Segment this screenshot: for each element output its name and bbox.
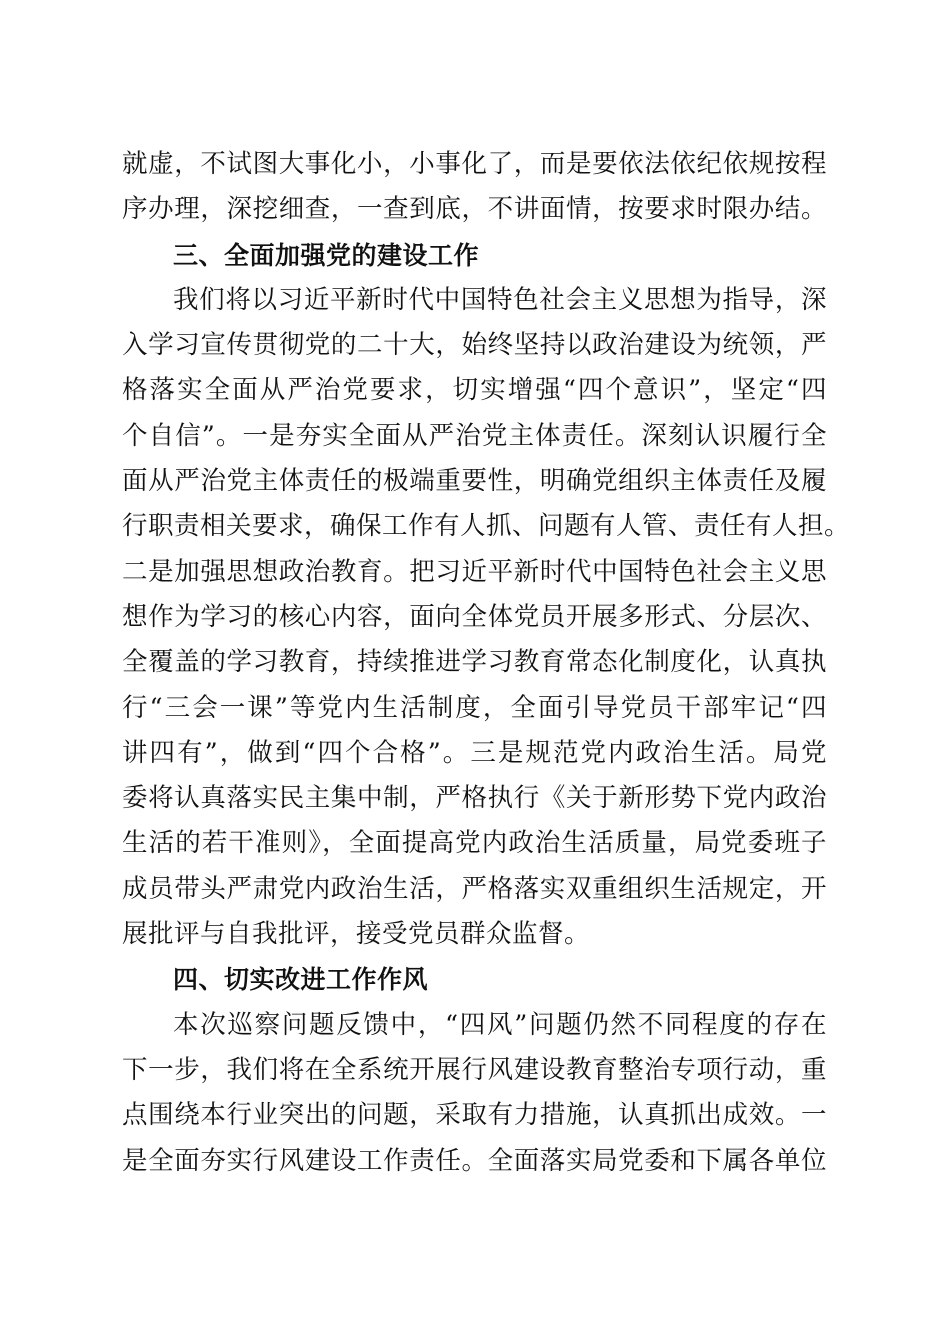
- paragraph-line: 点围绕本行业突出的问题，采取有力措施，认真抓出成效。一: [122, 1100, 827, 1131]
- paragraph-line: 行职责相关要求，确保工作有人抓、问题有人管、责任有人担。: [122, 511, 851, 542]
- paragraph-line: 展批评与自我批评，接受党员群众监督。: [122, 919, 591, 950]
- paragraph-line: 委将认真落实民主集中制，严格执行《关于新形势下党内政治: [122, 783, 827, 814]
- paragraph-line: 本次巡察问题反馈中，“四风”问题仍然不同程度的存在: [173, 1009, 827, 1040]
- paragraph-line: 二是加强思想政治教育。把习近平新时代中国特色社会主义思: [122, 556, 827, 587]
- paragraph-line: 讲四有”，做到“四个合格”。三是规范党内政治生活。局党: [122, 737, 827, 768]
- paragraph-line: 成员带头严肃党内政治生活，严格落实双重组织生活规定，开: [122, 873, 827, 904]
- paragraph-line: 面从严治党主体责任的极端重要性，明确党组织主体责任及履: [122, 466, 827, 497]
- paragraph-line: 全覆盖的学习教育，持续推进学习教育常态化制度化，认真执: [122, 647, 827, 678]
- paragraph-line: 是全面夯实行风建设工作责任。全面落实局党委和下属各单位: [122, 1145, 827, 1176]
- paragraph-line: 序办理，深挖细查，一查到底，不讲面情，按要求时限办结。: [122, 194, 827, 225]
- section-heading-4: 四、切实改进工作作风: [173, 965, 429, 995]
- paragraph-line: 格落实全面从严治党要求，切实增强“四个意识”，坚定“四: [122, 375, 827, 406]
- paragraph-line: 就虚，不试图大事化小，小事化了，而是要依法依纪依规按程: [122, 149, 827, 179]
- section-heading-3: 三、全面加强党的建设工作: [173, 240, 480, 270]
- document-body: [122, 142, 851, 1184]
- paragraph-line: 下一步，我们将在全系统开展行风建设教育整治专项行动，重: [122, 1054, 827, 1085]
- paragraph-line: 我们将以习近平新时代中国特色社会主义思想为指导，深: [173, 284, 827, 315]
- paragraph-line: 想作为学习的核心内容，面向全体党员开展多形式、分层次、: [122, 601, 827, 632]
- paragraph-line: 个自信”。一是夯实全面从严治党主体责任。深刻认识履行全: [122, 420, 827, 451]
- paragraph-line: 生活的若干准则》，全面提高党内政治生活质量，局党委班子: [122, 828, 827, 859]
- paragraph-line: 行“三会一课”等党内生活制度，全面引导党员干部牢记“四: [122, 692, 827, 723]
- paragraph-line: 入学习宣传贯彻党的二十大，始终坚持以政治建设为统领，严: [122, 330, 827, 361]
